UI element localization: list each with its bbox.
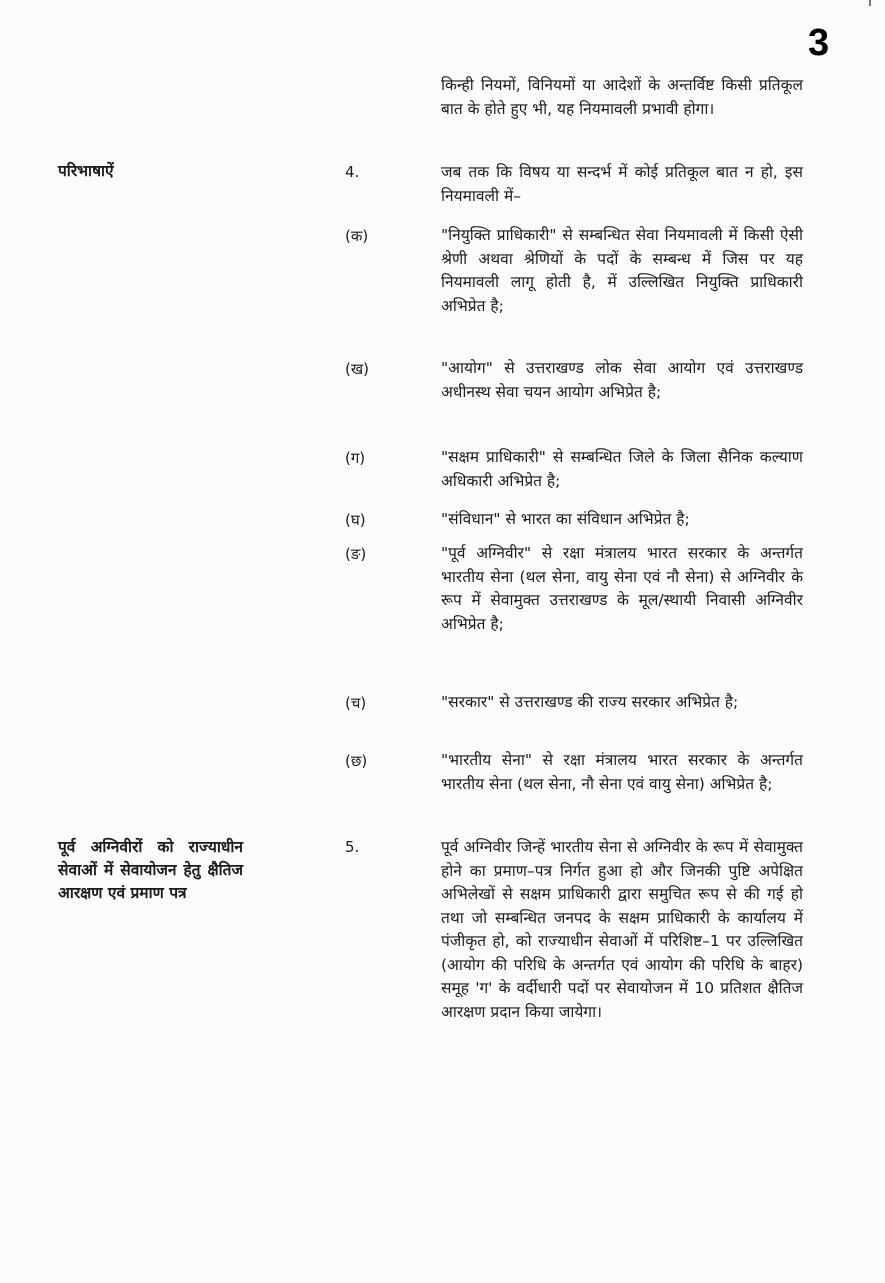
clause-nga-text: "पूर्व अग्निवीर" से रक्षा मंत्रालय भारत सरकार के अन्तर्गत भारतीय सेना (थल सेना, वायु सेना एवं नौ सेना) से अग्निवीर के रूप में सेवामुक्त उत्तराखण्ड के मूल/स्थायी निवासी अग्निवीर अभिप्रेत है; bbox=[441, 544, 803, 633]
section-5-number: 5. bbox=[345, 838, 360, 856]
clause-nga bbox=[441, 542, 803, 636]
clause-kha bbox=[441, 357, 803, 404]
clause-ga-text: "सक्षम प्राधिकारी" से सम्बन्धित जिले के जिला सैनिक कल्याण अधिकारी अभिप्रेत है; bbox=[441, 448, 803, 490]
clause-chha bbox=[441, 749, 803, 796]
clause-cha bbox=[441, 691, 803, 715]
section-4-intro-text: जब तक कि विषय या सन्दर्भ में कोई प्रतिकूल बात न हो, इस नियमावली में– bbox=[441, 163, 803, 205]
clause-ga-marker: (ग) bbox=[345, 449, 366, 467]
clause-cha-marker: (च) bbox=[345, 694, 367, 712]
section-5-body bbox=[441, 836, 803, 1024]
clause-ka-marker: (क) bbox=[345, 227, 369, 245]
clause-nga-marker: (ङ) bbox=[345, 545, 367, 563]
section-4-intro bbox=[441, 161, 803, 208]
section-5-text: पूर्व अग्निवीर जिन्हें भारतीय सेना से अग्निवीर के रूप में सेवामुक्त होने का प्रमाण–पत्र निर्गत हुआ हो और जिनकी पुष्टि अपेक्षित अभिलेखों से सक्षम प्राधिकारी द्वारा समुचित रूप से की गई हो तथा जो सम्बन्धित जनपद के सक्षम प्राधिकारी के कार्यालय में पंजीकृत हो, को राज्याधीन सेवाओं में परिशिष्ट–1 पर उल्लिखित (आयोग की परिधि के अन्तर्गत एवं आयोग की परिधि के बाहर) समूह 'ग' के वर्दीधारी पदों पर सेवायोजन में 10 प्रतिशत क्षैतिज आरक्षण प्रदान किया जायेगा। bbox=[441, 838, 803, 1021]
clause-ka-text: "नियुक्ति प्राधिकारी" से सम्बन्धित सेवा नियमावली में किसी ऐसी श्रेणी अथवा श्रेणियों के पदों के सम्बन्ध में जिस पर यह नियमावली लागू होती है, में उल्लिखित नियुक्ति प्राधिकारी अभिप्रेत है; bbox=[441, 226, 803, 315]
clause-ga bbox=[441, 446, 803, 493]
clause-kha-text: "आयोग" से उत्तराखण्ड लोक सेवा आयोग एवं उत्तराखण्ड अधीनस्थ सेवा चयन आयोग अभिप्रेत है; bbox=[441, 359, 803, 401]
section-4-number: 4. bbox=[345, 163, 360, 181]
clause-chha-marker: (छ) bbox=[345, 752, 368, 770]
clause-gha-text: "संविधान" से भारत का संविधान अभिप्रेत है; bbox=[441, 510, 690, 528]
clause-gha bbox=[441, 508, 803, 532]
section-5-heading: पूर्व अग्निवीरों को राज्याधीन सेवाओं में सेवायोजन हेतु क्षैतिज आरक्षण एवं प्रमाण पत्र bbox=[58, 838, 243, 902]
clause-cha-text: "सरकार" से उत्तराखण्ड की राज्य सरकार अभिप्रेत है; bbox=[441, 693, 739, 711]
clause-gha-marker: (घ) bbox=[345, 511, 366, 529]
page-number: 3 bbox=[808, 22, 830, 64]
section-4-heading: परिभाषाऐं bbox=[58, 162, 114, 180]
clause-chha-text: "भारतीय सेना" से रक्षा मंत्रालय भारत सरकार के अन्तर्गत भारतीय सेना (थल सेना, नौ सेना एवं वायु सेना) अभिप्रेत है; bbox=[441, 751, 803, 793]
page-edge-mark bbox=[869, 0, 871, 6]
continuation-paragraph bbox=[441, 74, 803, 121]
continuation-text: किन्ही नियमों, विनियमों या आदेशों के अन्तर्विष्ट किसी प्रतिकूल बात के होते हुए भी, यह नियमावली प्रभावी होगा। bbox=[441, 76, 803, 118]
clause-ka bbox=[441, 224, 803, 318]
clause-kha-marker: (ख) bbox=[345, 360, 369, 378]
